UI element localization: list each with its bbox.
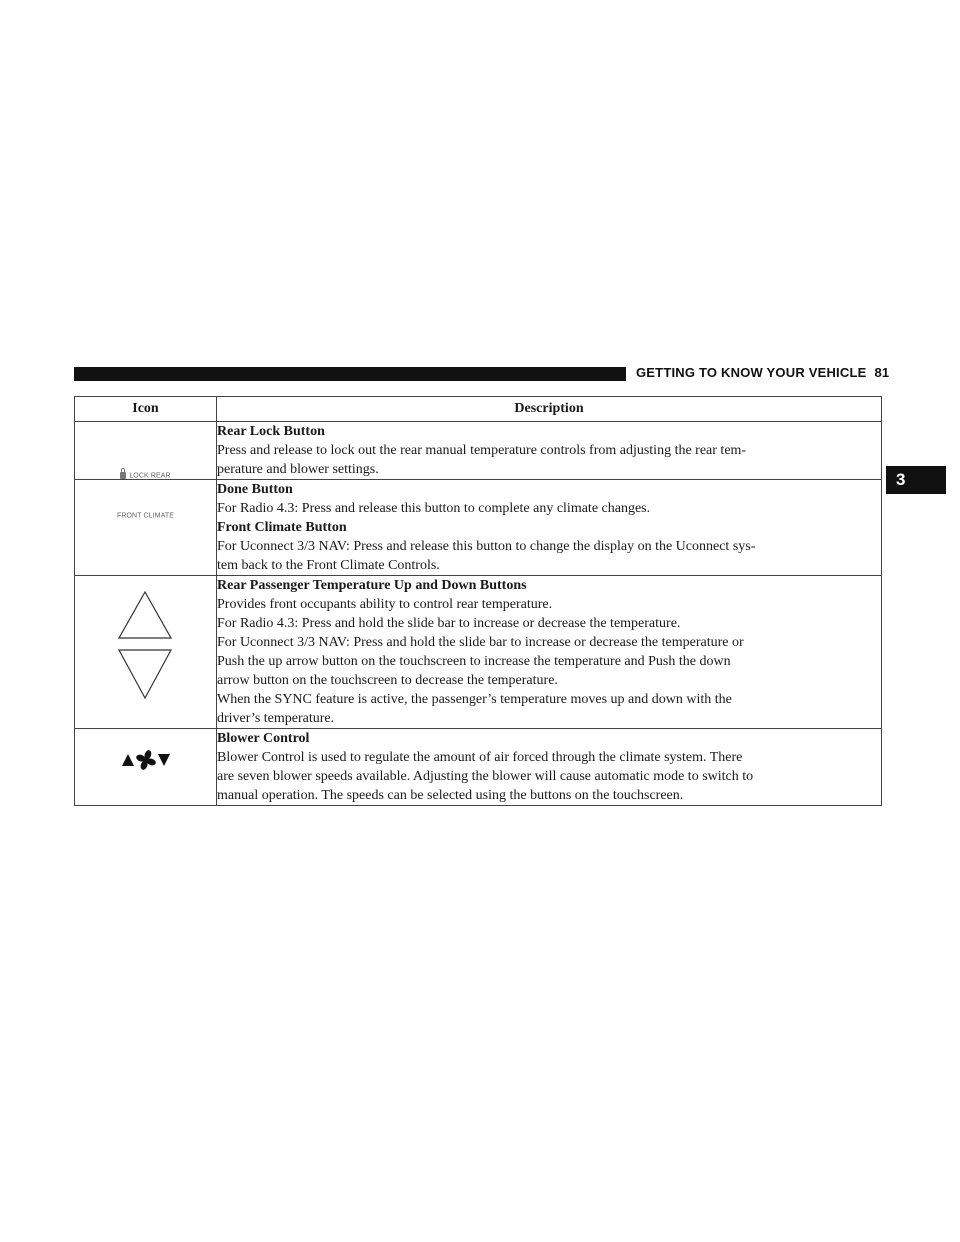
chapter-tab: 3	[886, 466, 946, 494]
description-cell	[217, 422, 882, 480]
row-text: Provides front occupants ability to control rear temperature.	[217, 597, 553, 612]
row-title: Rear Passenger Temperature Up and Down Buttons	[217, 578, 527, 593]
table-row	[75, 422, 882, 480]
blower-fan-icon	[75, 749, 216, 777]
temperature-arrows-icon	[75, 588, 216, 708]
up-arrow-icon	[119, 592, 171, 638]
row-text: For Uconnect 3/3 NAV: Press and hold the slide bar to increase or decrease the temperature or	[217, 635, 744, 650]
row-text: perature and blower settings.	[217, 462, 379, 477]
row-text: tem back to the Front Climate Controls.	[217, 558, 440, 573]
lock-rear-label: LOCK REAR	[129, 472, 171, 480]
row-title: Done Button	[217, 482, 293, 497]
up-down-arrow-icon	[75, 588, 216, 714]
row-text: driver’s temperature.	[217, 711, 335, 726]
padlock-icon	[120, 472, 126, 479]
table-row	[75, 729, 882, 806]
description-column-header: Description	[217, 397, 882, 422]
row-text: For Radio 4.3: Press and hold the slide bar to increase or decrease the temperature.	[217, 616, 681, 631]
row-text: For Uconnect 3/3 NAV: Press and release this button to change the display on the Uconnect sys-	[217, 539, 756, 554]
row-text: arrow button on the touchscreen to decrease the temperature.	[217, 673, 558, 688]
row-text: For Radio 4.3: Press and release this button to complete any climate changes.	[217, 501, 651, 516]
row-text: manual operation. The speeds can be selected using the buttons on the touchscreen.	[217, 788, 684, 803]
running-header	[636, 365, 889, 380]
table-row	[75, 576, 882, 729]
row-title: Blower Control	[217, 731, 310, 746]
front-climate-icon	[75, 506, 216, 525]
row-text: Blower Control is used to regulate the amount of air forced through the climate system. There	[217, 750, 743, 765]
description-cell	[217, 576, 882, 729]
table-header-row	[75, 397, 882, 422]
down-arrow-icon	[119, 650, 171, 698]
icon-description-table	[74, 396, 882, 806]
description-cell	[217, 729, 882, 806]
blower-down-arrow-icon	[158, 754, 170, 766]
blower-up-arrow-icon	[122, 754, 134, 766]
section-title: GETTING TO KNOW YOUR VEHICLE	[636, 365, 867, 380]
row-text: are seven blower speeds available. Adjusting the blower will cause automatic mode to switch to	[217, 769, 754, 784]
front-climate-label: FRONT CLIMATE	[116, 512, 175, 520]
table-row	[75, 480, 882, 576]
header-rule	[74, 367, 626, 381]
row-text: Press and release to lock out the rear manual temperature controls from adjusting the rear tem-	[217, 443, 747, 458]
page-number: 81	[874, 365, 890, 380]
icon-cell	[75, 576, 217, 729]
blower-control-icon	[121, 749, 171, 771]
icon-cell	[75, 480, 217, 576]
row-text: When the SYNC feature is active, the passenger’s temperature moves up and down with the	[217, 692, 732, 707]
icon-column-header: Icon	[75, 397, 217, 422]
description-cell	[217, 480, 882, 576]
row-title: Rear Lock Button	[217, 424, 325, 439]
row-subtitle: Front Climate Button	[217, 520, 347, 535]
row-text: Push the up arrow button on the touchscreen to increase the temperature and Push the down	[217, 654, 731, 669]
icon-cell	[75, 422, 217, 480]
fan-icon	[135, 749, 157, 771]
icon-cell	[75, 729, 217, 806]
